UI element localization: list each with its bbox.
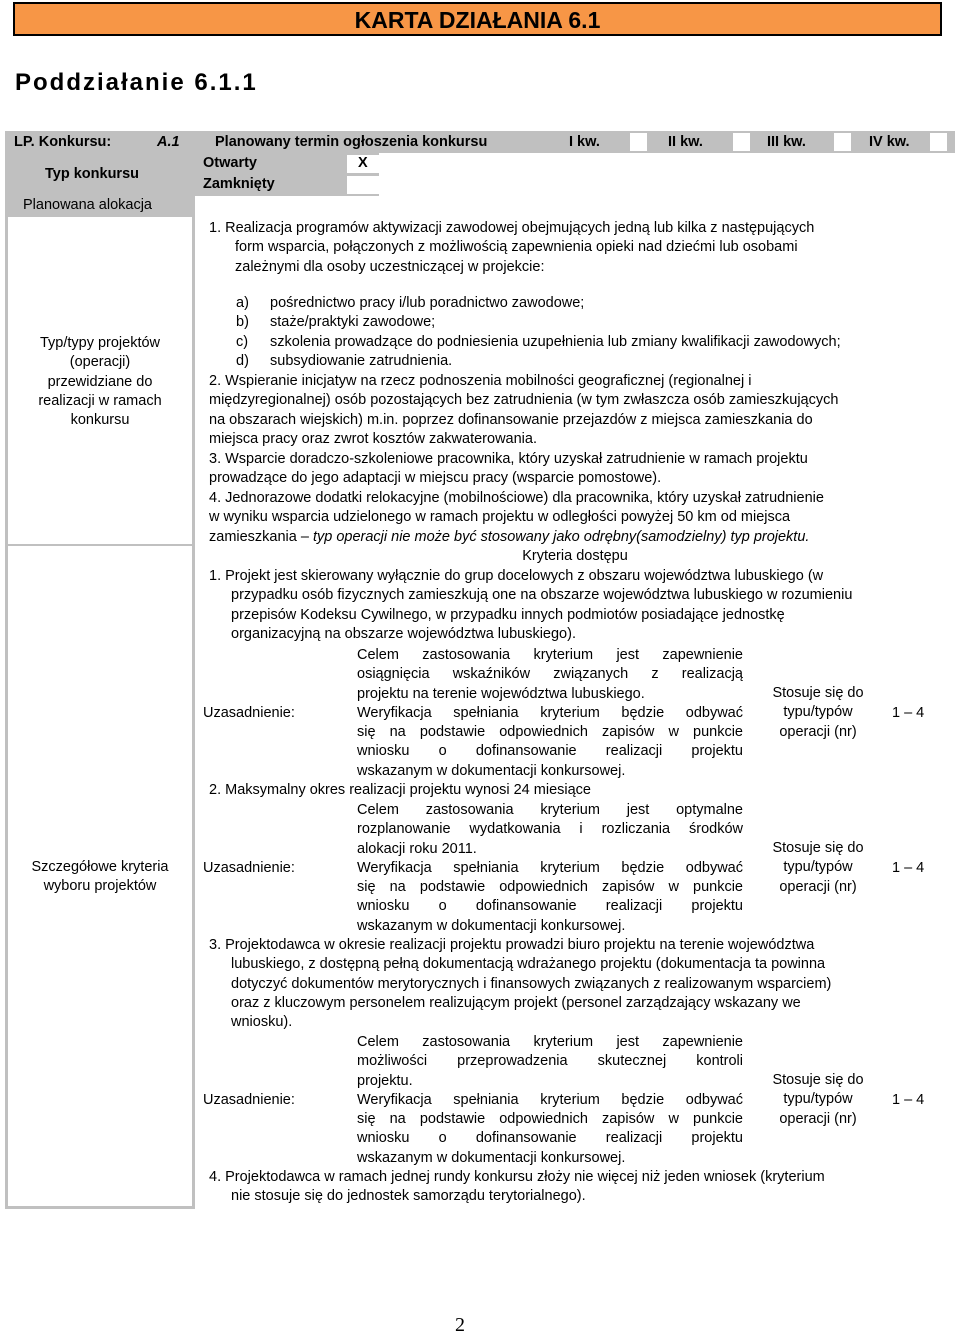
- criterion-2: [209, 781, 949, 800]
- text-line: 1. Projekt jest skierowany wyłącznie do grup docelowych z obszaru województwa lubuskiego (w: [209, 568, 824, 584]
- project-type-2: [209, 372, 954, 449]
- justification-2: [357, 801, 743, 936]
- text-line: prowadzące do jego adaptacji w miejscu pracy (wsparcie pomostowe).: [209, 470, 662, 487]
- text-line: przepisów Kodeksu Cywilnego, w przypadku innych podmiotów posiadające jednostkę: [231, 606, 785, 623]
- detailed-criteria-label: [8, 858, 192, 897]
- page-number: 2: [455, 1314, 465, 1336]
- applies-to-1: [753, 684, 883, 742]
- open-label: Otwarty: [203, 155, 257, 171]
- text-line: Weryfikacja spełniania kryterium będzie odbywać: [357, 704, 743, 721]
- subitem: [236, 294, 956, 313]
- text-line: przypadku osób fizycznych zamieszkują one na obszarze województwa lubuskiego w rozumieniu: [231, 587, 853, 604]
- text-line: oraz z kluczowym personelem realizującym projekt (personel zarządzający wskazany we: [231, 994, 801, 1011]
- text-line: Celem zastosowania kryterium jest zapewnienie: [357, 647, 743, 663]
- text-line: w wyniku wsparcia udzielonego w ramach projektu w odległości powyżej 50 km od miejsca: [209, 509, 791, 526]
- applies-line: Stosuje się do: [772, 685, 864, 701]
- planned-term-label: Planowany termin ogłoszenia konkursu: [215, 134, 488, 150]
- subitem: [236, 313, 956, 332]
- text-line: na obszarach wiejskich) m.in. poprzez dofinansowanie przejazdów z miejsca zamieszkania do: [209, 411, 813, 428]
- justification-3: [357, 1033, 743, 1168]
- text-line: [209, 528, 954, 547]
- text-line: się na podstawie odpowiednich zapisów w punkcie: [357, 1111, 743, 1128]
- text-line: wskazanym w dokumentacji konkursowej.: [357, 762, 626, 779]
- text-line: rozplanowanie wydatkowania i rozliczania środków: [357, 821, 743, 838]
- criterion-4: [209, 1168, 954, 1207]
- text-line: nie stosuje się do jednostek samorządu terytorialnego).: [231, 1188, 586, 1205]
- justification-label: Uzasadnienie:: [203, 705, 295, 721]
- applies-line: typu/typów: [783, 704, 853, 721]
- subitem-text: subsydiowanie zatrudnienia.: [270, 352, 453, 369]
- subitem: [236, 333, 956, 352]
- detailed-criteria-line: wyboru projektów: [43, 878, 157, 895]
- text-line: 2. Wspieranie inicjatyw na rzecz podnoszenia mobilności geograficznej (regionalnej i: [209, 373, 752, 389]
- subaction-title: Poddziałanie 6.1.1: [15, 69, 258, 96]
- project-types-line: Typ/typy projektów: [39, 335, 161, 351]
- q4-checkbox: [930, 133, 947, 151]
- project-types-line: (operacji): [69, 354, 131, 371]
- applies-line: operacji (nr): [779, 878, 857, 895]
- text-line: międzyregionalnej) osób pozostających bez zatrudnienia (w tym zwłaszcza osób zamieszkujących: [209, 392, 839, 409]
- text-line: możliwości przeprowadzenia skutecznej kontroli: [357, 1053, 743, 1070]
- q1-label: I kw.: [569, 134, 600, 150]
- q3-label: III kw.: [767, 134, 806, 150]
- text-line: alokacji roku 2011.: [357, 840, 477, 857]
- text-line: 1. Realizacja programów aktywizacji zawodowej obejmujących jedną lub kilka z następujących: [209, 220, 815, 236]
- text-line: się na podstawie odpowiednich zapisów w punkcie: [357, 724, 743, 741]
- text-line: projektu na terenie województwa lubuskiego.: [357, 685, 645, 702]
- subitem-letter: c): [236, 333, 249, 350]
- applies-line: typu/typów: [783, 1091, 853, 1108]
- text-line: Weryfikacja spełniania kryterium będzie odbywać: [357, 859, 743, 876]
- text-line: organizacyjną na obszarze województwa lubuskiego).: [231, 625, 576, 642]
- subitem-text: staże/praktyki zawodowe;: [270, 314, 436, 331]
- allocation-label: Planowana alokacja: [23, 197, 152, 213]
- text-line: wniosku o dofinansowanie realizacji projektu: [357, 1130, 743, 1147]
- text-line: zależnymi dla osoby uczestniczącej w projekcie:: [235, 258, 545, 275]
- project-types-label: [8, 334, 192, 430]
- text-line: form wsparcia, połączonych z możliwością zapewnienia opieki nad dziećmi lub osobami: [235, 239, 798, 256]
- detailed-criteria-line: Szczegółowe kryteria: [31, 859, 169, 875]
- project-type-4: [209, 489, 954, 547]
- q3-checkbox: [834, 133, 851, 151]
- applies-line: typu/typów: [783, 859, 853, 876]
- subitem-text: szkolenia prowadzące do podniesienia uzupełnienia lub zmiany kwalifikacji zawodowych;: [270, 333, 841, 350]
- text-line: Celem zastosowania kryterium jest optymalne: [357, 802, 743, 818]
- q4-label: IV kw.: [869, 134, 910, 150]
- closed-checkbox: [347, 176, 379, 194]
- item4-italic: typ operacji nie może być stosowany jako odrębny(samodzielny) typ projektu.: [312, 528, 810, 545]
- text-line: Weryfikacja spełniania kryterium będzie odbywać: [357, 1091, 743, 1108]
- q2-label: II kw.: [668, 134, 703, 150]
- text-line: wniosku).: [231, 1014, 293, 1031]
- subitem-letter: b): [236, 314, 249, 331]
- applies-line: Stosuje się do: [772, 840, 864, 856]
- text-line: wniosku o dofinansowanie realizacji projektu: [357, 898, 743, 915]
- applies-line: operacji (nr): [779, 1110, 857, 1127]
- item4-normal: zamieszkania –: [209, 528, 313, 545]
- applies-to-2: [753, 839, 883, 897]
- subitem-text: pośrednictwo pracy i/lub poradnictwo zawodowe;: [270, 295, 585, 311]
- criterion-1: [209, 567, 949, 644]
- text-line: dotyczyć dokumentów merytorycznych i finansowych związanych z realizowanym wsparciem): [231, 975, 832, 992]
- text-line: osiągnięcia wskaźników związanych z realizacją: [357, 666, 743, 683]
- subitem-letter: a): [236, 295, 249, 311]
- text-line: wniosku o dofinansowanie realizacji projektu: [357, 743, 743, 760]
- text-line: 3. Wsparcie doradczo-szkoleniowe pracownika, który uzyskał zatrudnienie w ramach projektu: [209, 451, 808, 467]
- text-line: 3. Projektodawca w okresie realizacji projektu prowadzi biuro projektu na terenie województwa: [209, 937, 815, 953]
- project-types-line: konkursu: [70, 412, 130, 429]
- text-line: się na podstawie odpowiednich zapisów w punkcie: [357, 879, 743, 896]
- applies-line: Stosuje się do: [772, 1072, 864, 1088]
- justification-label: Uzasadnienie:: [203, 1092, 295, 1108]
- text-line: 4. Projektodawca w ramach jednej rundy konkursu złoży nie więcej niż jeden wniosek (kryterium: [209, 1169, 825, 1185]
- applies-value-1: 1 – 4: [892, 705, 925, 721]
- type-label: Typ konkursu: [45, 166, 139, 182]
- project-types-line: realizacji w ramach: [38, 392, 162, 409]
- criterion-3: [209, 936, 954, 1032]
- applies-value-2: 1 – 4: [892, 860, 925, 876]
- open-mark: X: [358, 155, 368, 171]
- card-title: KARTA DZIAŁANIA 6.1: [13, 2, 942, 36]
- subitem: [236, 352, 956, 371]
- text-line: wskazanym w dokumentacji konkursowej.: [357, 917, 626, 934]
- text-line: 4. Jednorazowe dodatki relokacyjne (mobilnościowe) dla pracownika, który uzyskał zatrudnienie: [209, 490, 824, 506]
- project-subitems: [236, 294, 956, 371]
- text-line: miejsca pracy oraz zwrot kosztów zakwaterowania.: [209, 430, 537, 447]
- lp-label: LP. Konkursu:: [14, 134, 112, 150]
- applies-value-3: 1 – 4: [892, 1092, 925, 1108]
- closed-label: Zamknięty: [203, 176, 275, 192]
- q1-checkbox: [630, 133, 647, 151]
- access-criteria-heading: Kryteria dostępu: [522, 548, 628, 564]
- justification-1: [357, 646, 743, 781]
- lp-value: A.1: [157, 134, 180, 150]
- applies-to-3: [753, 1071, 883, 1129]
- project-types-line: przewidziane do: [47, 373, 153, 390]
- justification-label: Uzasadnienie:: [203, 860, 295, 876]
- text-line: 2. Maksymalny okres realizacji projektu wynosi 24 miesiące: [209, 782, 591, 798]
- text-line: lubuskiego, z dostępną pełną dokumentacją wdrażanego projektu (dokumentacja ta powinna: [231, 956, 826, 973]
- text-line: wskazanym w dokumentacji konkursowej.: [357, 1149, 626, 1166]
- q2-checkbox: [733, 133, 750, 151]
- text-line: Celem zastosowania kryterium jest zapewnienie: [357, 1034, 743, 1050]
- subitem-letter: d): [236, 352, 249, 369]
- project-type-1: [209, 219, 949, 277]
- text-line: projektu.: [357, 1072, 413, 1089]
- applies-line: operacji (nr): [779, 723, 857, 740]
- project-type-3: [209, 450, 954, 489]
